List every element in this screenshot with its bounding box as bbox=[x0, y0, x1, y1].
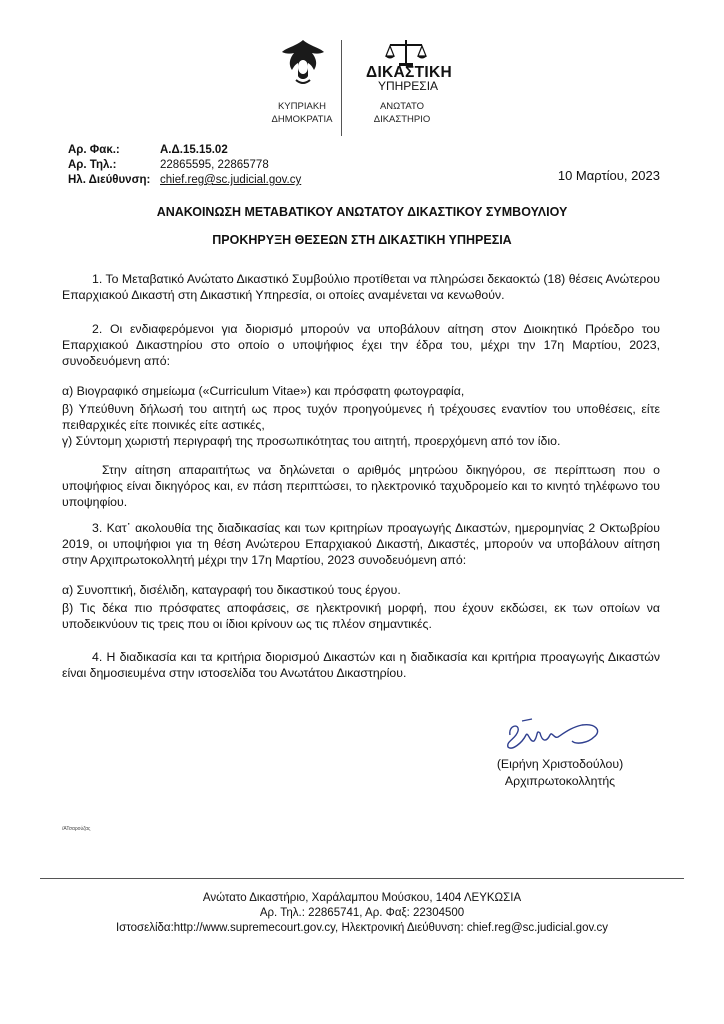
paragraph-4 bbox=[62, 650, 660, 682]
judiciary-title: ΔΙΚΑΣΤΙΚΗ bbox=[366, 64, 452, 81]
phone-value: 22865595, 22865778 bbox=[160, 159, 269, 171]
paragraph-2-item-b: β) Υπεύθυνη δήλωσή του αιτητή ως προς τυχόν προηγούμενες ή τρέχουσες εναντίον του υποθέσεις, είτε πειθαρχικές είτε ποινικές είτε αστικές, bbox=[62, 402, 660, 432]
right-crest-line2: ΔΙΚΑΣΤΗΡΙΟ bbox=[373, 114, 431, 125]
reference-block bbox=[68, 143, 301, 188]
footer-email[interactable]: chief.reg@sc.judicial.gov.cy bbox=[466, 922, 609, 934]
cyprus-emblem-icon bbox=[278, 36, 328, 88]
email-row bbox=[68, 173, 301, 188]
right-crest-line1: ΑΝΩΤΑΤΟ bbox=[379, 101, 425, 112]
paragraph-3 bbox=[62, 521, 660, 568]
announcement-title: ΑΝΑΚΟΙΝΩΣΗ ΜΕΤΑΒΑΤΙΚΟΥ ΑΝΩΤΑΤΟΥ ΔΙΚΑΣΤΙΚΟΥ ΣΥΜΒΟΥΛΙΟΥ bbox=[156, 205, 568, 219]
file-ref-row bbox=[68, 143, 301, 158]
announcement-subtitle: ΠΡΟΚΗΡΥΞΗ ΘΕΣΕΩΝ ΣΤΗ ΔΙΚΑΣΤΙΚΗ ΥΠΗΡΕΣΙΑ bbox=[212, 233, 512, 247]
footer-website: Ιστοσελίδα:http://www.supremecourt.gov.cy, Ηλεκτρονική Διεύθυνση: bbox=[115, 922, 467, 934]
signer-role: Αρχιπρωτοκολλητής bbox=[504, 774, 616, 788]
handwritten-signature bbox=[502, 713, 612, 753]
footer-address: Ανώτατο Δικαστήριο, Χαράλαμπου Μούσκου, 1404 ΛΕΥΚΩΣΙΑ bbox=[202, 892, 522, 904]
footer-divider bbox=[40, 878, 684, 879]
file-ref-label: Αρ. Φακ.: bbox=[68, 144, 120, 156]
phone-label: Αρ. Τηλ.: bbox=[68, 159, 117, 171]
right-crest-text bbox=[352, 100, 452, 126]
left-crest-text bbox=[262, 100, 342, 126]
initials-note: /ΑΤσαρούζας bbox=[62, 826, 91, 832]
paragraph-2-item-a: α) Βιογραφικό σημείωμα («Curriculum Vitae») και πρόσφατη φωτογραφία, bbox=[62, 384, 465, 398]
file-ref-value: Α.Δ.15.15.02 bbox=[160, 144, 228, 156]
document-date: 10 Μαρτίου, 2023 bbox=[557, 168, 660, 183]
paragraph-2 bbox=[62, 322, 660, 369]
paragraph-2-note bbox=[62, 463, 660, 510]
paragraph-4-text: 4. Η διαδικασία και τα κριτήρια διορισμού Δικαστών και η διαδικασία και κριτήρια προαγωγής Δικαστών είναι δημοσιευμένα στην ιστοσελίδα του Ανωτάτου Δικαστηρίου. bbox=[62, 650, 660, 680]
signer-name: (Ειρήνη Χριστοδούλου) bbox=[496, 757, 624, 771]
paragraph-3-item-b: β) Τις δέκα πιο πρόσφατες αποφάσεις, σε ηλεκτρονική μορφή, που έχουν εκδώσει, εκ των οποίων να υποδεικνύουν τις τρεις που οι ίδιοι κρίνουν ως τις πλέον σημαντικές. bbox=[62, 601, 660, 631]
paragraph-2-note-text: Στην αίτηση απαραιτήτως να δηλώνεται ο αριθμός μητρώου δικηγόρου, σε περίπτωση που ο υποψήφιος είναι δικηγόρος και, εν πάση περιπτώσει, το ηλεκτρονικό ταχυδρομείο και το κινητό τηλέφωνο του υποψηφίου. bbox=[62, 463, 660, 509]
email-link[interactable]: chief.reg@sc.judicial.gov.cy bbox=[160, 174, 302, 186]
paragraph-3-text: 3. Κατ᾽ ακολουθία της διαδικασίας και των κριτηρίων προαγωγής Δικαστών, ημερομηνίας 2 Οκτωβρίου 2019, οι υποψήφιοι για τη θέση Ανώτερου Επαρχιακού Δικαστή, Δικαστές, μπορούν να υποβάλουν αίτηση στην Αρχιπρωτοκολλητή μέχρι την 17η Μαρτίου, 2023 συνοδευόμενη από: bbox=[62, 521, 660, 567]
left-crest-line1: ΚΥΠΡΙΑΚΗ bbox=[277, 101, 327, 112]
paragraph-3-item-a: α) Συνοπτική, δισέλιδη, καταγραφή του δικαστικού τους έργου. bbox=[62, 583, 401, 597]
paragraph-1 bbox=[62, 272, 660, 304]
footer-phone: Αρ. Τηλ.: 22865741, Αρ. Φαξ: 22304500 bbox=[259, 907, 465, 919]
judiciary-subtitle: ΥΠΗΡΕΣΙΑ bbox=[377, 79, 439, 93]
left-crest-line2: ΔΗΜΟΚΡΑΤΙΑ bbox=[271, 114, 333, 125]
paragraph-2-item-c: γ) Σύντομη χωριστή περιγραφή της προσωπικότητας του αιτητή, προερχόμενη από τον ίδιο. bbox=[62, 434, 561, 448]
email-label: Ηλ. Διεύθυνση: bbox=[68, 174, 151, 186]
phone-row bbox=[68, 158, 301, 173]
paragraph-2-text: 2. Οι ενδιαφερόμενοι για διορισμό μπορούν να υποβάλουν αίτηση στον Διοικητικό Πρόεδρο του Επαρχιακού Δικαστηρίου στο οποίο ο υποψήφιος έχει την έδρα του, μέχρι την 17η Μαρτίου, 2023, συνοδευόμενη από: bbox=[62, 322, 660, 368]
footer-contacts bbox=[0, 921, 724, 936]
paragraph-1-text: 1. Το Μεταβατικό Ανώτατο Δικαστικό Συμβούλιο προτίθεται να πληρώσει δεκαοκτώ (18) θέσεις Ανώτερου Επαρχιακού Δικαστή στη Δικαστική Υπηρεσία, οι οποίες αναμένεται να κενωθούν. bbox=[62, 272, 660, 302]
